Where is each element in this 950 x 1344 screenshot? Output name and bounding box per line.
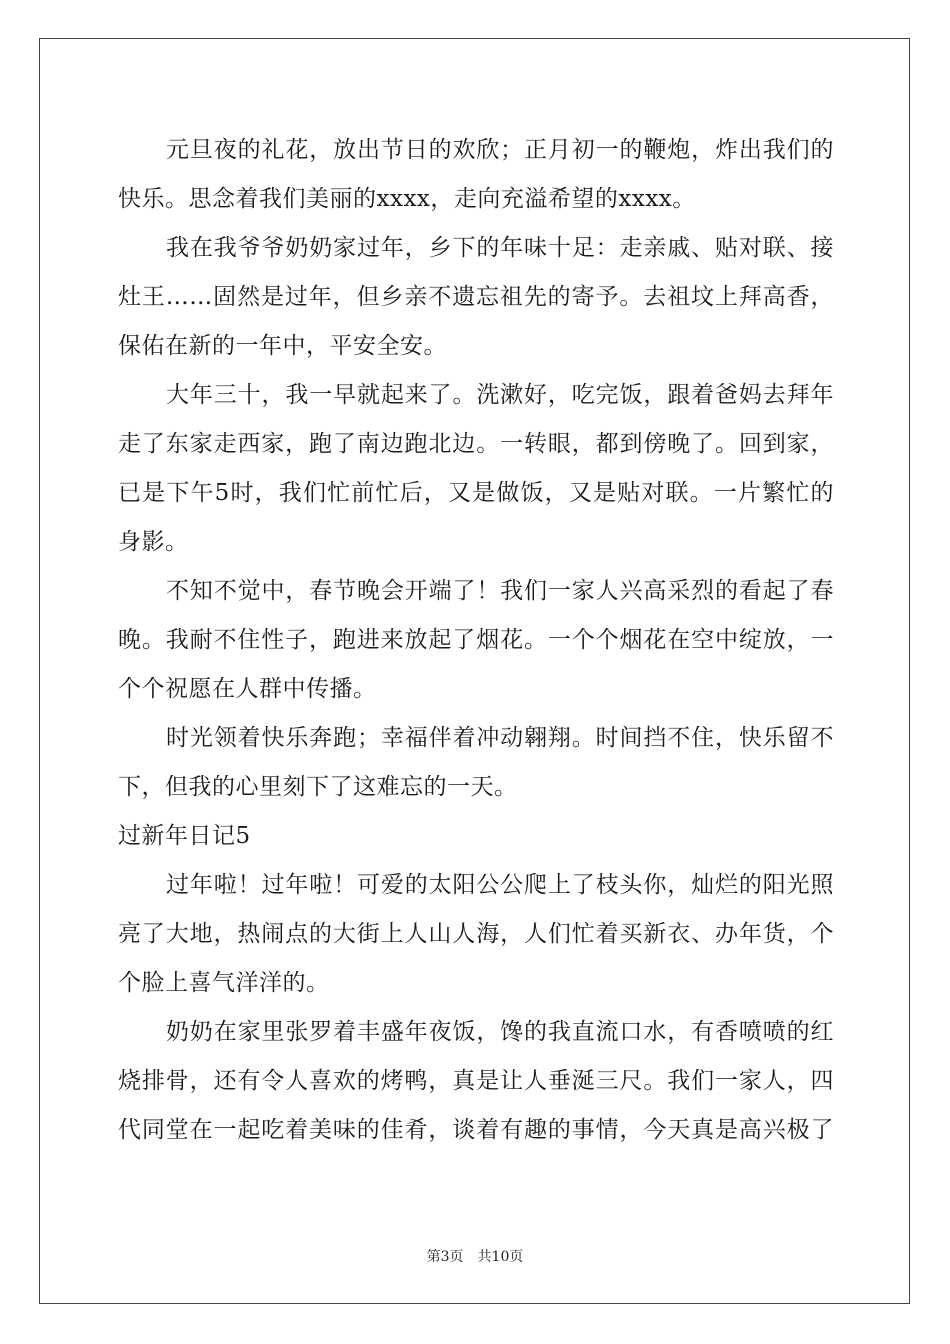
paragraph-line: 身影。 (118, 529, 189, 555)
paragraph-line: 已是下午5时，我们忙前忙后，又是做饭，又是贴对联。一片繁忙的 (118, 480, 834, 506)
paragraph-line: 奶奶在家里张罗着丰盛年夜饭，馋的我直流口水，有香喷喷的红 (166, 1019, 834, 1045)
paragraph-line: 走了东家走西家，跑了南边跑北边。一转眼，都到傍晚了。回到家， (118, 431, 834, 457)
paragraph-line: 我在我爷爷奶奶家过年，乡下的年味十足：走亲戚、贴对联、接 (166, 235, 834, 261)
paragraph-line: 快乐。思念着我们美丽的xxxx，走向充溢希望的xxxx。 (118, 186, 696, 212)
paragraph-line: 不知不觉中，春节晚会开端了！我们一家人兴高采烈的看起了春 (166, 578, 834, 604)
paragraph-line: 时光领着快乐奔跑；幸福伴着冲动翱翔。时间挡不住，快乐留不 (166, 725, 834, 751)
paragraph-line: 元旦夜的礼花，放出节日的欢欣；正月初一的鞭炮，炸出我们的 (166, 137, 834, 163)
section-heading: 过新年日记5 (118, 823, 251, 849)
paragraph-line: 下，但我的心里刻下了这难忘的一天。 (118, 774, 518, 800)
paragraph-line: 个个祝愿在人群中传播。 (118, 676, 377, 702)
paragraph-line: 大年三十，我一早就起来了。洗漱好，吃完饭，跟着爸妈去拜年 (166, 382, 834, 408)
paragraph-line: 亮了大地，热闹点的大街上人山人海，人们忙着买新衣、办年货，个 (118, 921, 834, 947)
paragraph-line: 保佑在新的一年中，平安全安。 (118, 333, 447, 359)
document-body (118, 126, 834, 1155)
paragraph-line: 代同堂在一起吃着美味的佳肴，谈着有趣的事情，今天真是高兴极了 (118, 1117, 834, 1143)
paragraph-line: 个脸上喜气洋洋的。 (118, 970, 330, 996)
paragraph-line: 烧排骨，还有令人喜欢的烤鸭，真是让人垂涎三尺。我们一家人，四 (118, 1068, 834, 1094)
paragraph-line: 灶王……固然是过年，但乡亲不遗忘祖先的寄予。去祖坟上拜高香， (118, 284, 834, 310)
paragraph-line: 过年啦！过年啦！可爱的太阳公公爬上了枝头你，灿烂的阳光照 (166, 872, 834, 898)
page-number-footer: 第3页 共10页 (426, 1249, 524, 1265)
paragraph-line: 晚。我耐不住性子，跑进来放起了烟花。一个个烟花在空中绽放，一 (118, 627, 834, 653)
